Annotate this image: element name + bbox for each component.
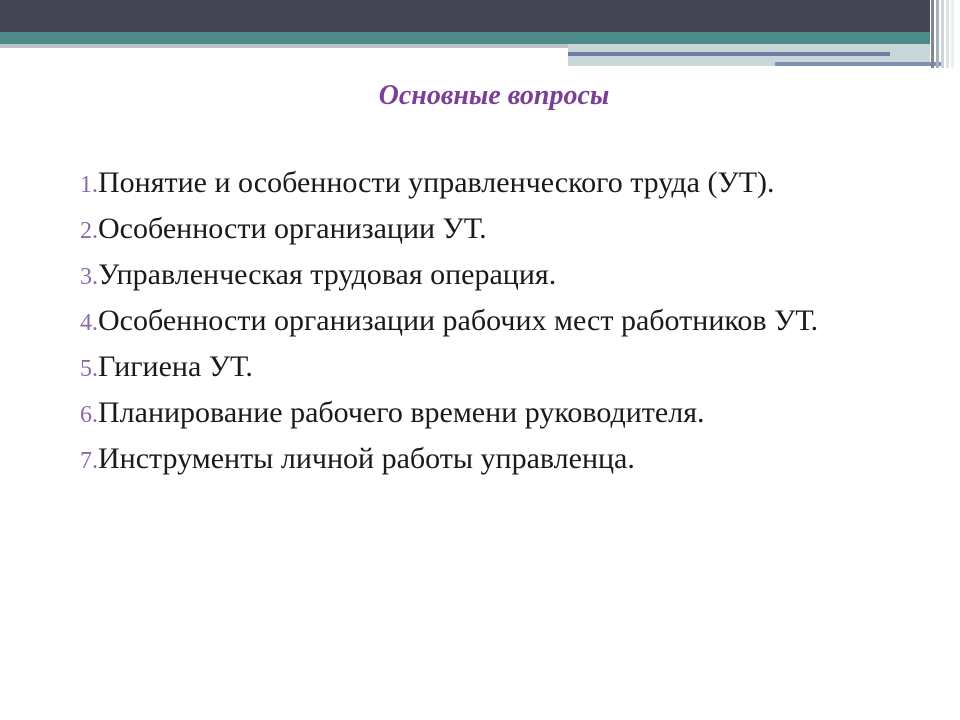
header-accent-line-short <box>775 62 943 66</box>
list-item-text: Управленческая трудовая операция. <box>98 258 557 291</box>
header-band-light <box>0 44 570 48</box>
list-item <box>36 256 916 296</box>
list-item <box>36 440 916 480</box>
list-item-number: 6. <box>80 402 98 428</box>
list-item <box>36 210 916 250</box>
header-corner-stripe <box>946 0 949 68</box>
list-item <box>36 348 916 388</box>
header-corner-stripe <box>941 0 944 68</box>
topics-list <box>36 164 916 486</box>
list-item-number: 1. <box>80 172 98 198</box>
header-band-dark <box>0 0 930 32</box>
slide-title: Основные вопросы <box>378 80 610 111</box>
list-item <box>36 394 916 434</box>
list-item <box>36 164 916 204</box>
list-item <box>36 302 916 342</box>
header-corner-stripe <box>931 0 934 68</box>
list-item-text: Особенности организации рабочих мест работников УТ. <box>98 304 819 337</box>
list-item-text: Инструменты личной работы управленца. <box>98 442 635 475</box>
list-item-number: 5. <box>80 356 98 382</box>
list-item-text: Гигиена УТ. <box>98 350 253 383</box>
list-item-number: 7. <box>80 448 98 474</box>
header-band-teal <box>0 32 930 44</box>
list-item-text: Планирование рабочего времени руководителя. <box>98 396 705 429</box>
header-corner-stripe <box>936 0 939 68</box>
header-accent-line <box>568 52 890 56</box>
header-corner-stripe <box>951 0 954 68</box>
list-item-number: 4. <box>80 310 98 336</box>
list-item-text: Понятие и особенности управленческого труда (УТ). <box>98 166 775 199</box>
list-item-text: Особенности организации УТ. <box>98 212 487 245</box>
list-item-number: 3. <box>80 264 98 290</box>
list-item-number: 2. <box>80 218 98 244</box>
